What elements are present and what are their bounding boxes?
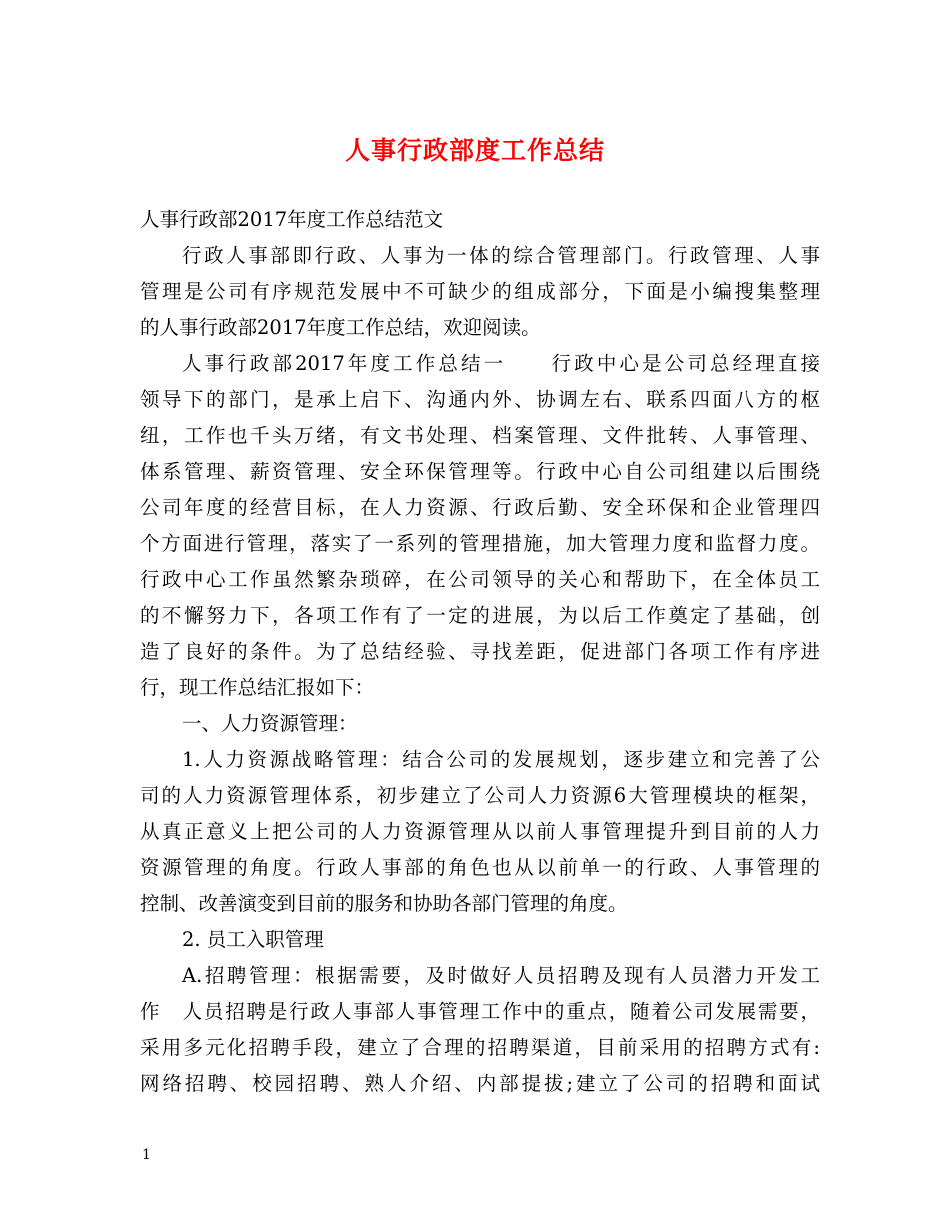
- text-line: 作 人员招聘是行政人事部人事管理工作中的重点，随着公司发展需要，: [140, 1000, 820, 1023]
- text-line: 的人事行政部2017年度工作总结，欢迎阅读。: [140, 316, 541, 339]
- document-title: 人事行政部度工作总结: [344, 136, 605, 165]
- text-line: A.招聘管理：根据需要，及时做好人员招聘及现有人员潜力开发工: [182, 964, 820, 987]
- text-line: 领导下的部门，是承上启下、沟通内外、协调左右、联系四面八方的枢: [140, 388, 820, 411]
- text-line: 网络招聘、校园招聘、熟人介绍、内部提拔;建立了公司的招聘和面试: [140, 1072, 820, 1095]
- page-number: 1: [142, 1147, 151, 1163]
- text-line: 采用多元化招聘手段，建立了合理的招聘渠道，目前采用的招聘方式有:: [140, 1036, 820, 1059]
- text-line: 2. 员工入职管理: [182, 928, 324, 951]
- document-body: [140, 202, 820, 1102]
- text-line: 行政人事部即行政、人事为一体的综合管理部门。行政管理、人事: [182, 244, 820, 267]
- text-line: 公司年度的经营目标，在人力资源、行政后勤、安全环保和企业管理四: [140, 496, 820, 519]
- text-line: 一、人力资源管理：: [182, 712, 358, 735]
- text-line: 行政中心工作虽然繁杂琐碎，在公司领导的关心和帮助下，在全体员工: [140, 568, 820, 591]
- text-line: 造了良好的条件。为了总结经验、寻找差距，促进部门各项工作有序进: [140, 640, 820, 663]
- text-line: 司的人力资源管理体系，初步建立了公司人力资源6大管理模块的框架，: [140, 784, 820, 807]
- text-line: 管理是公司有序规范发展中不可缺少的组成部分，下面是小编搜集整理: [140, 280, 820, 303]
- text-line: 纽，工作也千头万绪，有文书处理、档案管理、文件批转、人事管理、: [140, 424, 820, 447]
- text-line: 1.人力资源战略管理：结合公司的发展规划，逐步建立和完善了公: [182, 748, 820, 771]
- text-line: 行，现工作总结汇报如下：: [140, 676, 375, 699]
- text-line: 从真正意义上把公司的人力资源管理从以前人事管理提升到目前的人力: [140, 820, 820, 843]
- text-line: 个方面进行管理，落实了一系列的管理措施，加大管理力度和监督力度。: [140, 532, 820, 555]
- text-line: 资源管理的角度。行政人事部的角色也从以前单一的行政、人事管理的: [140, 856, 820, 879]
- text-line: 体系管理、薪资管理、安全环保管理等。行政中心自公司组建以后围绕: [140, 460, 820, 483]
- text-line: 人事行政部2017年度工作总结一 行政中心是公司总经理直接: [182, 352, 820, 375]
- text-line: 人事行政部2017年度工作总结范文: [140, 208, 444, 231]
- text-line: 的不懈努力下，各项工作有了一定的进展，为以后工作奠定了基础，创: [140, 604, 820, 627]
- text-line: 控制、改善演变到目前的服务和协助各部门管理的角度。: [140, 892, 628, 915]
